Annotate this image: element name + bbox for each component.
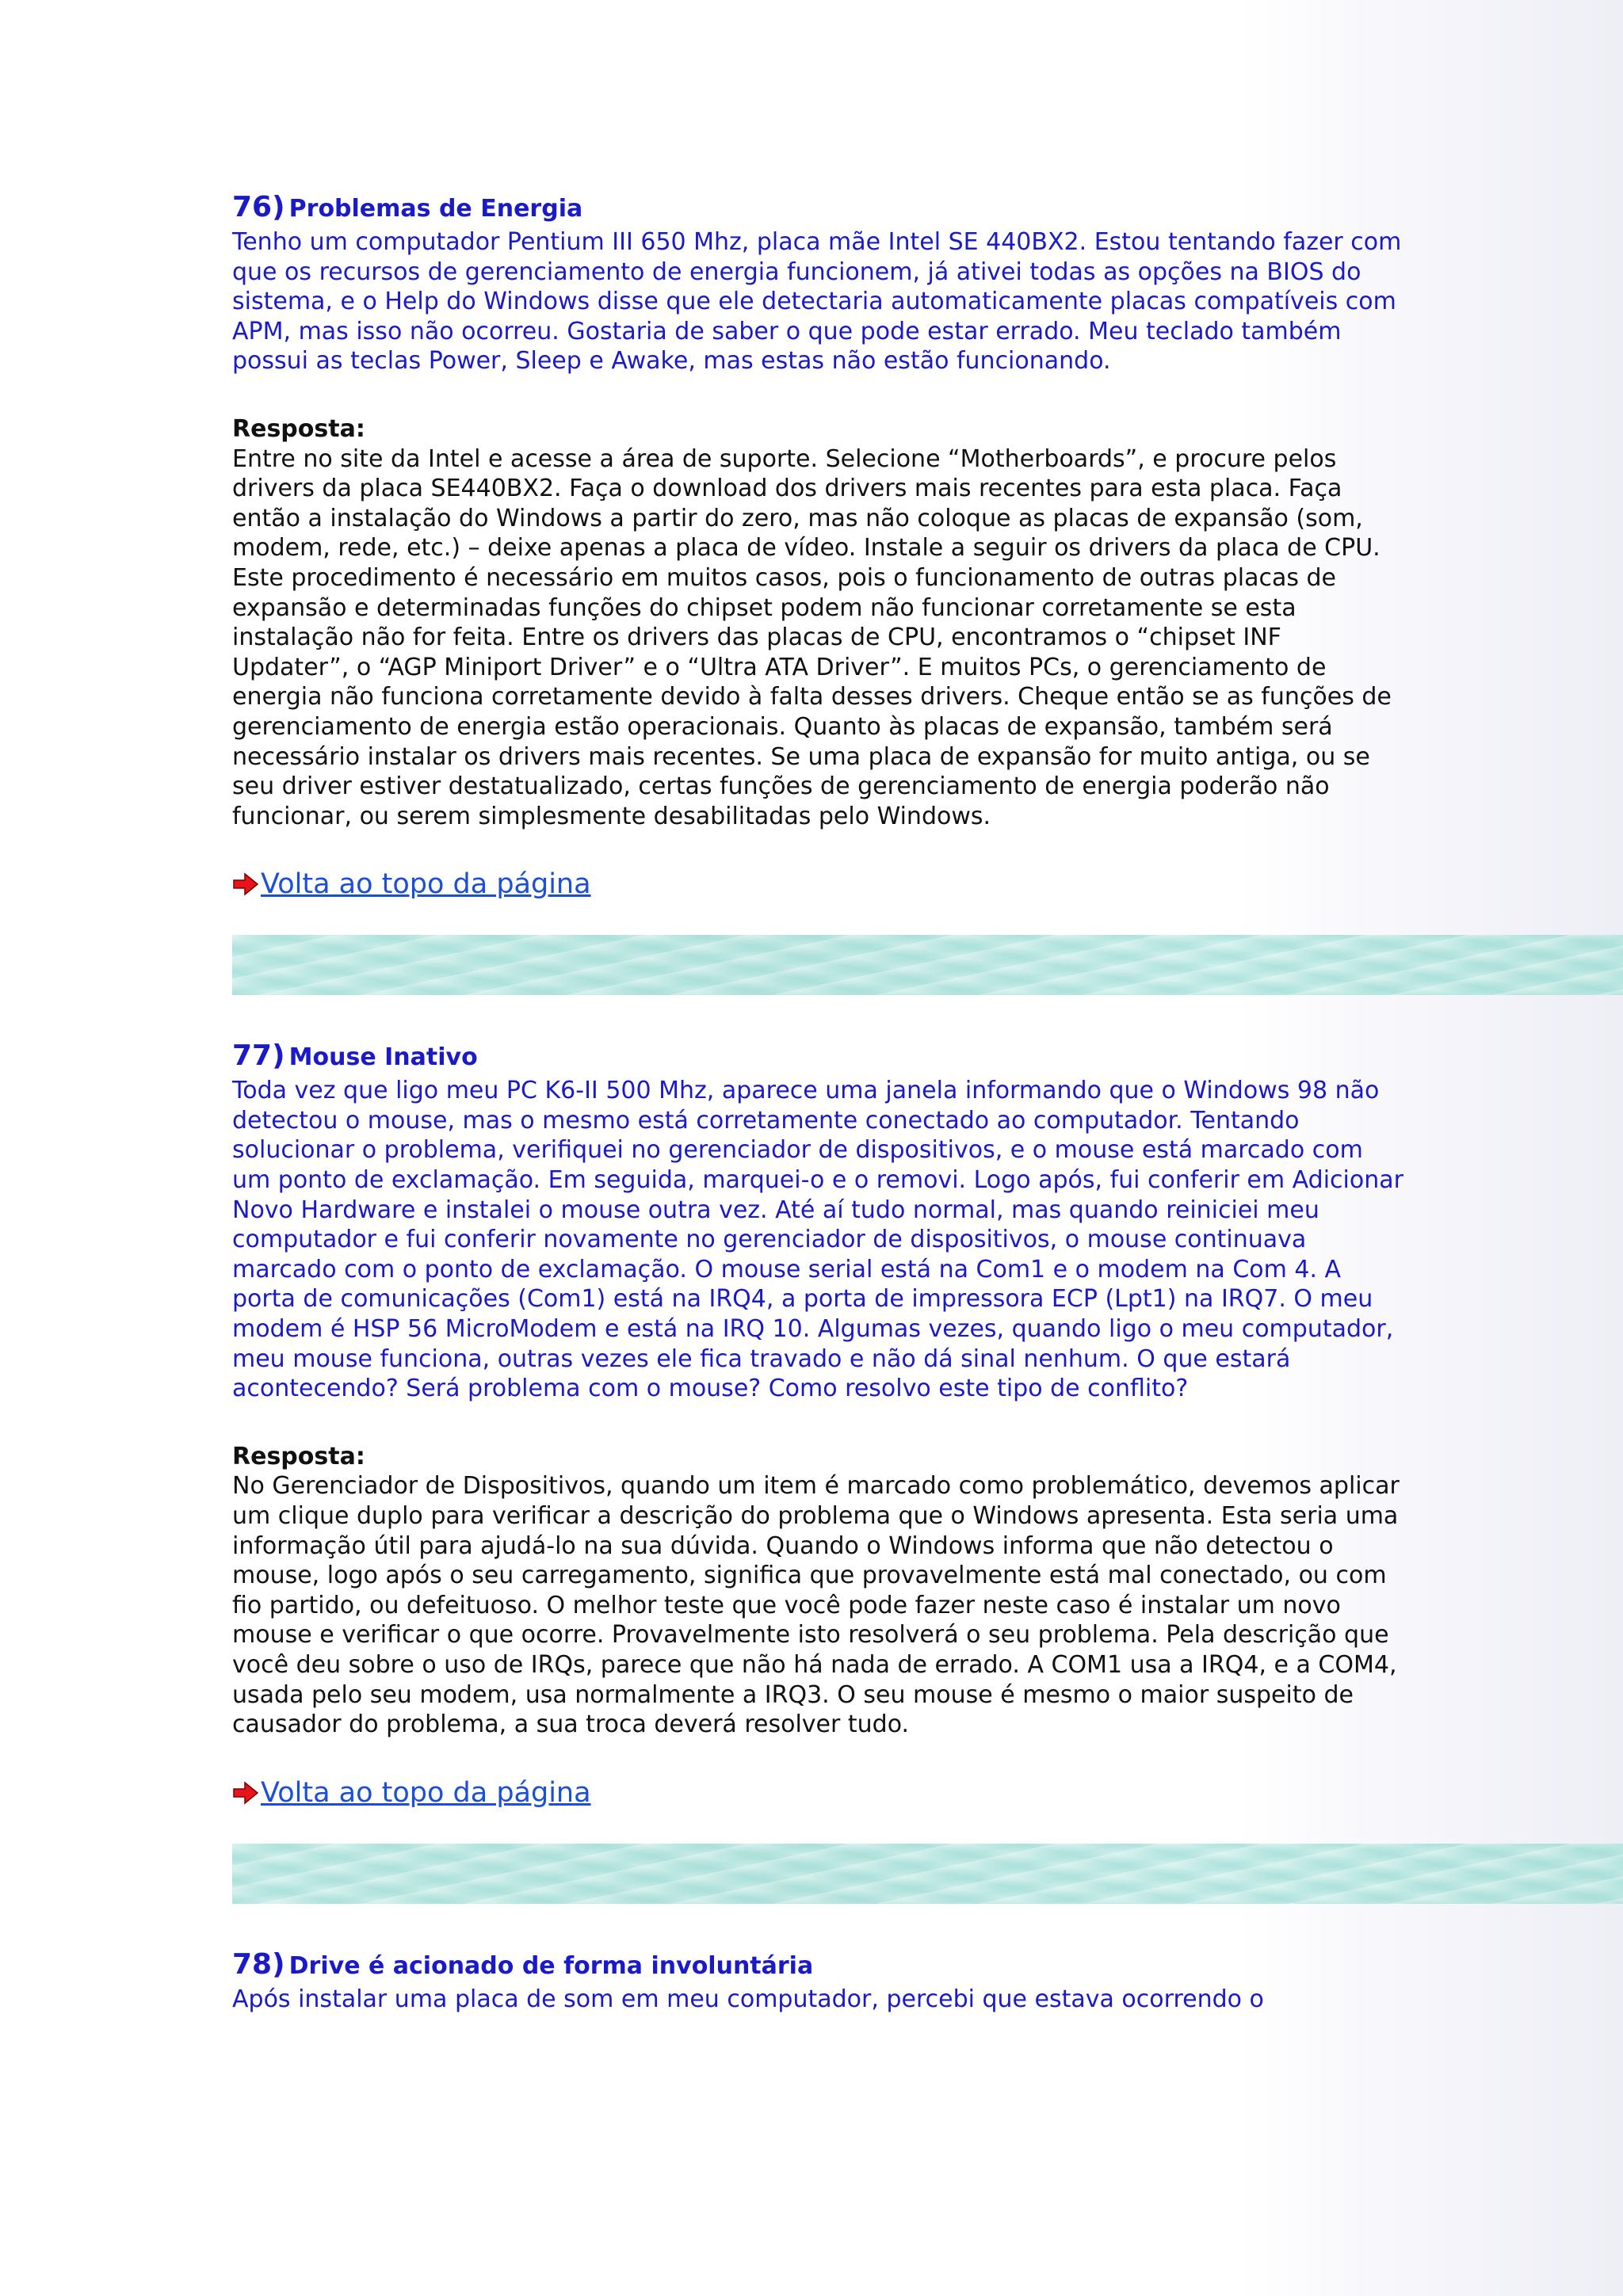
- faq-content: [232, 193, 1623, 2014]
- question-heading: [232, 193, 1623, 227]
- question-heading: [232, 1947, 1623, 1985]
- back-to-top[interactable]: [232, 867, 1623, 902]
- faq-item-76: [232, 193, 1623, 995]
- question-text: Tenho um computador Pentium III 650 Mhz, placa mãe Intel SE 440BX2. Estou tentando fazer com que os recursos de gerenciamento de energia funcionem, já ativei todas as opções na BIOS do sistema, e o Help do Windows disse que ele detectaria automaticamente placas compatíveis com APM, mas isso não ocorreu. Gostaria de saber o que pode estar errado. Meu teclado também possui as teclas Power, Sleep e Awake, mas estas não estão funcionando.: [232, 228, 1402, 376]
- question-number: 77): [232, 1039, 285, 1073]
- answer-text: Entre no site da Intel e acesse a área de suporte. Selecione “Motherboards”, e procure pelos drivers da placa SE440BX2. Faça o download dos drivers mais recentes para esta placa. Faça então a instalação do Windows a partir do zero, mas não coloque as placas de expansão (som, modem, rede, etc.) – deixe apenas a placa de vídeo. Instale a seguir os drivers da placa de CPU. Este procedimento é necessário em muitos casos, pois o funcionamento de outras placas de expansão e determinadas funções do chipset podem não funcionar corretamente se esta instalação não for feita. Entre os drivers das placas de CPU, encontramos o “chipset INF Updater”, o “AGP Miniport Driver” e o “Ultra ATA Driver”. E muitos PCs, o gerenciamento de energia não funciona corretamente devido à falta desses drivers. Cheque então se as funções de gerenciamento de energia estão operacionais. Quanto às placas de expansão, também será necessário instalar os drivers mais recentes. Se uma placa de expansão for muito antiga, ou se seu driver estiver destatualizado, certas funções de gerenciamento de energia poderão não funcionar, ou serem simplesmente desabilitadas pelo Windows.: [232, 444, 1392, 830]
- question-number: 76): [232, 191, 285, 223]
- back-to-top[interactable]: [232, 1775, 1623, 1810]
- question-heading: [232, 1041, 1623, 1076]
- question-title: Problemas de Energia: [288, 195, 583, 223]
- back-to-top-link[interactable]: Volta ao topo da página: [261, 1776, 591, 1809]
- answer-label: Resposta:: [232, 1442, 365, 1470]
- question-number: 78): [232, 1947, 285, 1981]
- faq-item-77: [232, 1041, 1623, 1903]
- answer-label: Resposta:: [232, 414, 365, 443]
- question-text: Após instalar uma placa de som em meu computador, percebi que estava ocorrendo o: [232, 1985, 1264, 2013]
- faq-item-78: [232, 1947, 1623, 2015]
- question-text: Toda vez que ligo meu PC K6-II 500 Mhz, aparece uma janela informando que o Windows 98 não detectou o mouse, mas o mesmo está corretamente conectado ao computador. Tentando solucionar o problema, verifiquei no gerenciador de dispositivos, e o mouse está marcado com um ponto de exclamação. Em seguida, marquei-o e o removi. Logo após, fui conferir em Adicionar Novo Hardware e instalei o mouse outra vez. Até aí tudo normal, mas quando reiniciei meu computador e fui conferir novamente no gerenciador de dispositivos, o mouse continuava marcado com o ponto de exclamação. O mouse serial está na Com1 e o modem na Com 4. A porta de comunicações (Com1) está na IRQ4, a porta de impressora ECP (Lpt1) na IRQ7. O meu modem é HSP 56 MicroModem e está na IRQ 10. Algumas vezes, quando ligo o meu computador, meu mouse funciona, outras vezes ele fica travado e não dá sinal nenhum. O que estará acontecendo? Será problema com o mouse? Como resolvo este tipo de conflito?: [232, 1077, 1403, 1403]
- back-to-top-link[interactable]: Volta ao topo da página: [261, 868, 591, 901]
- section-divider: [232, 935, 1623, 995]
- question-title: Mouse Inativo: [288, 1043, 478, 1072]
- section-divider: [232, 1844, 1623, 1904]
- red-right-arrow-icon: [232, 871, 259, 897]
- red-right-arrow-icon: [232, 1780, 259, 1806]
- answer-text: No Gerenciador de Dispositivos, quando um item é marcado como problemático, devemos aplicar um clique duplo para verificar a descrição do problema que o Windows apresenta. Esta seria uma informação útil para ajudá-lo na sua dúvida. Quando o Windows informa que não detectou o mouse, logo após o seu carregamento, significa que provavelmente está mal conectado, ou com fio partido, ou defeituoso. O melhor teste que você pode fazer neste caso é instalar um novo mouse e verificar o que ocorre. Provavelmente isto resolverá o seu problema. Pela descrição que você deu sobre o uso de IRQs, parece que não há nada de errado. A COM1 usa a IRQ4, e a COM4, usada pelo seu modem, usa normalmente a IRQ3. O seu mouse é mesmo o maior suspeito de causador do problema, a sua troca deverá resolver tudo.: [232, 1472, 1400, 1739]
- question-title: Drive é acionado de forma involuntária: [288, 1951, 814, 1980]
